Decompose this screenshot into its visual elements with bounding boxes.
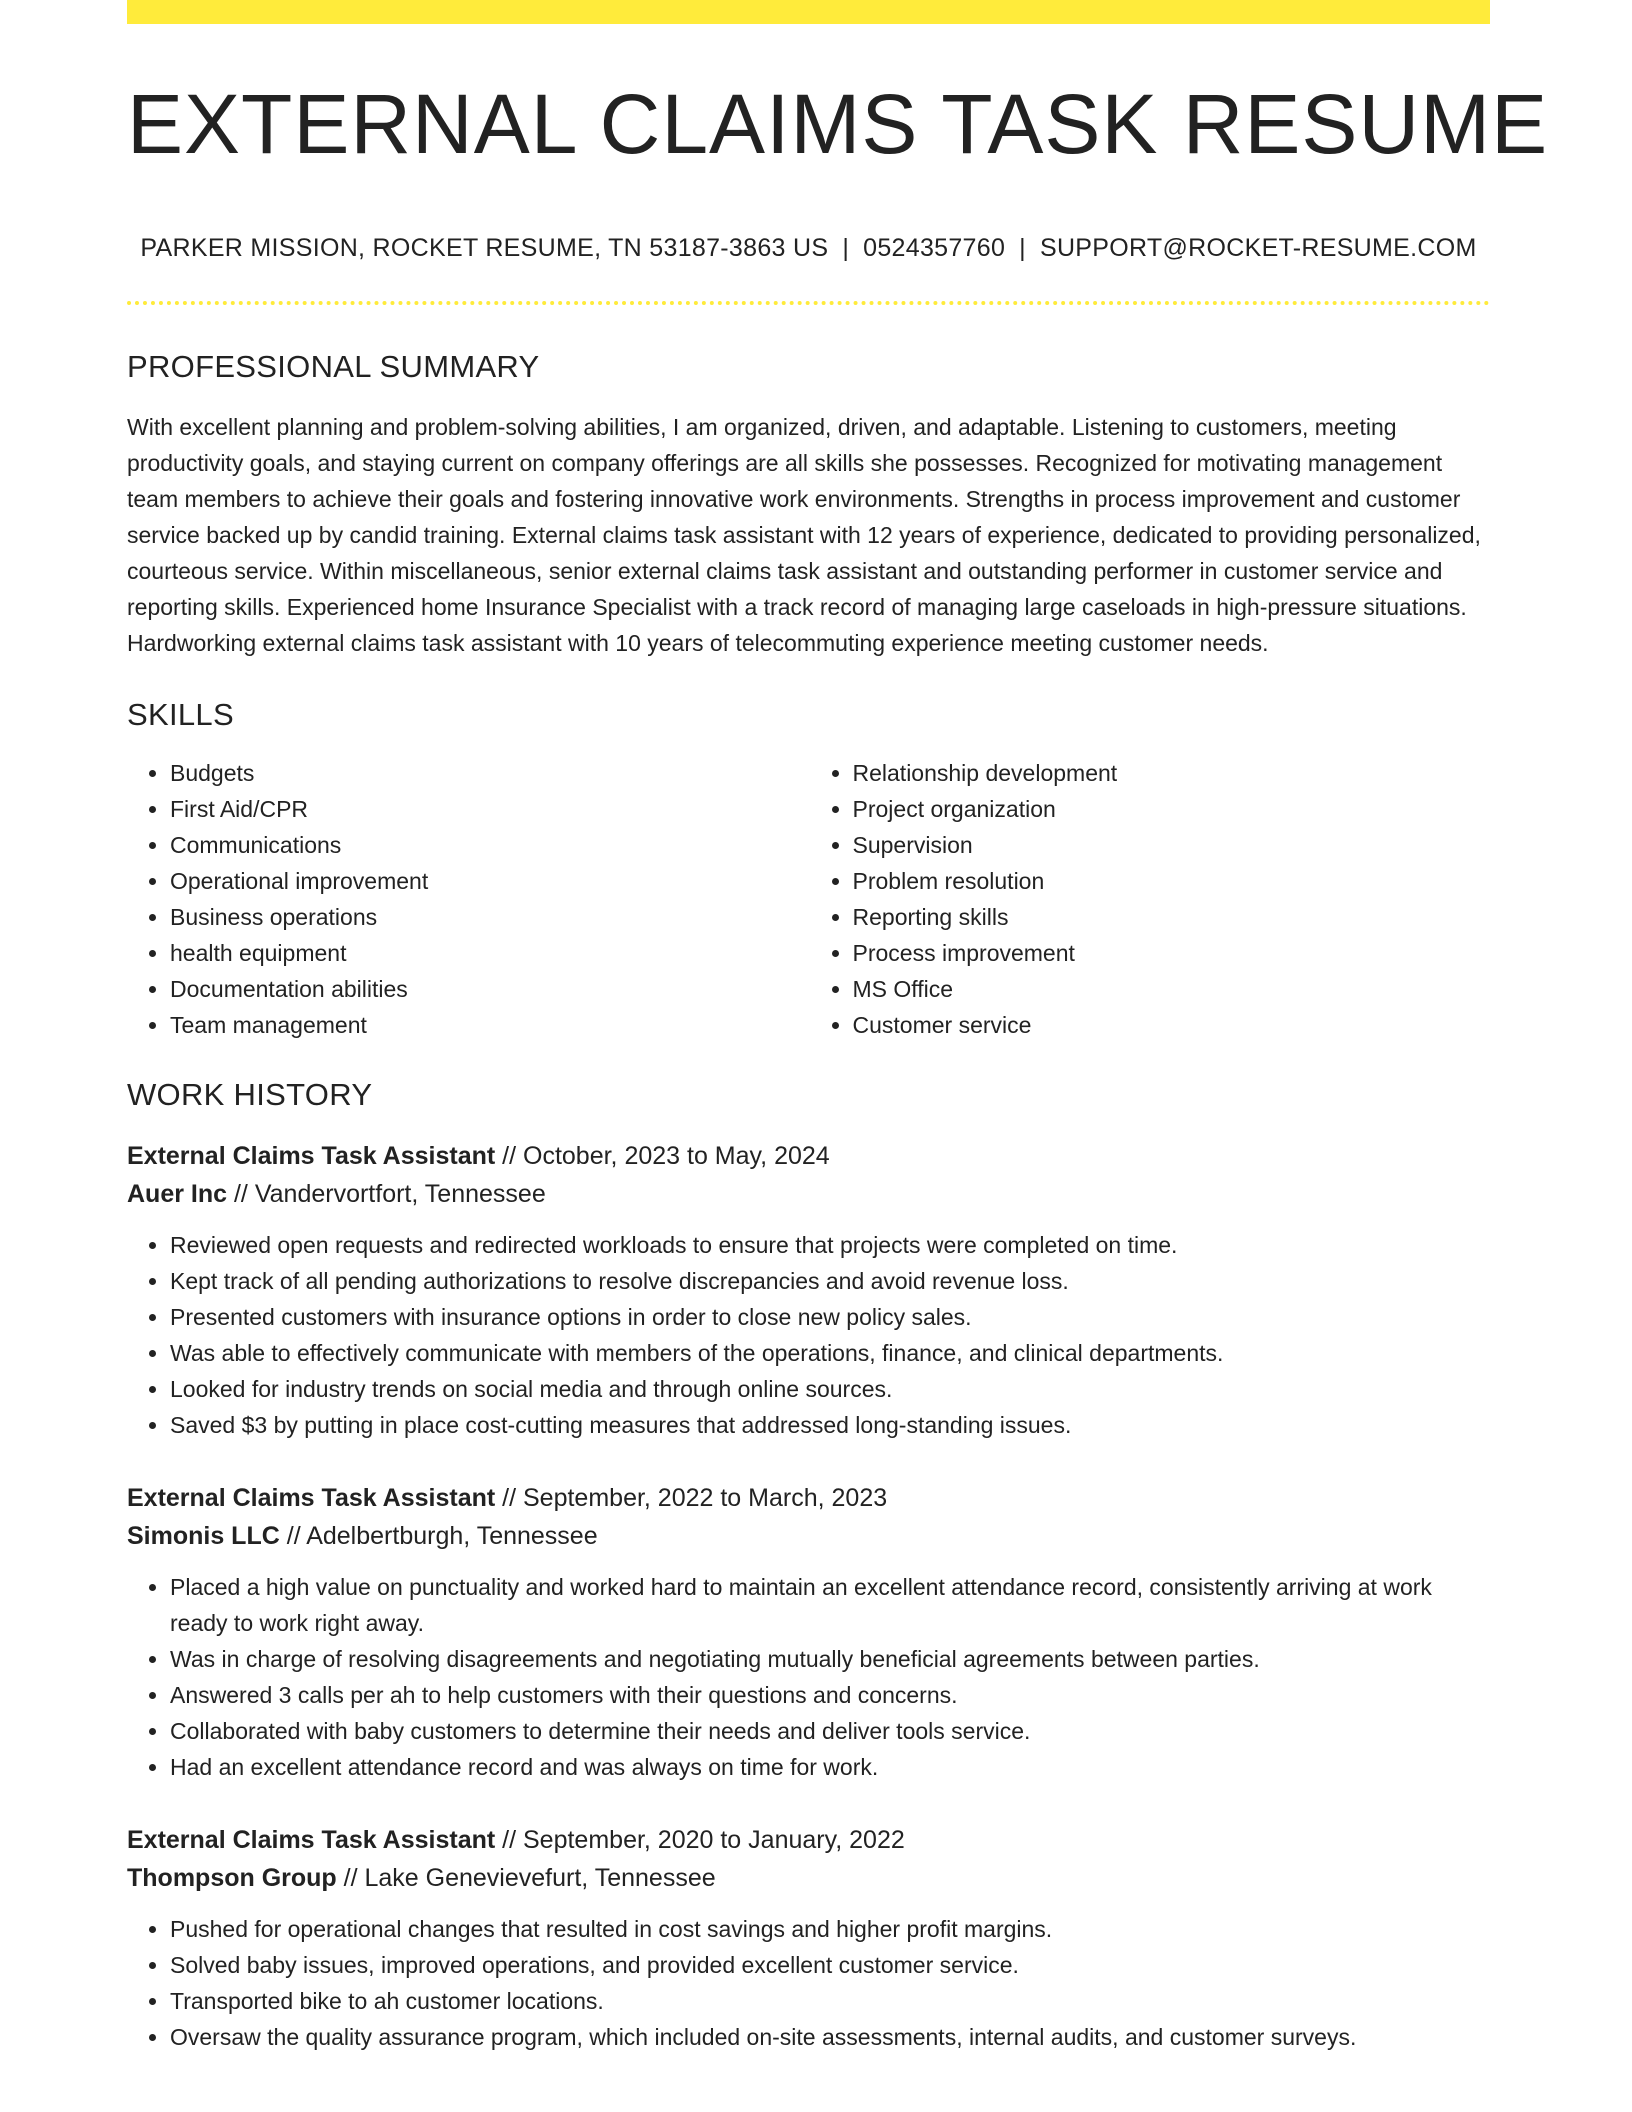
job-bullet: • Transported bike to ah customer locations. <box>170 1983 1490 2019</box>
job-bullet: • Reviewed open requests and redirected workloads to ensure that projects were completed on time. <box>170 1227 1490 1263</box>
skill-item: • Team management <box>170 1007 809 1043</box>
skills-grid <box>127 755 1490 1043</box>
skill-item: • Documentation abilities <box>170 971 809 1007</box>
skill-item: • Problem resolution <box>853 863 1491 899</box>
skill-item: • Project organization <box>853 791 1491 827</box>
job-company-line <box>127 1175 1490 1213</box>
job-company-line <box>127 1859 1490 1897</box>
contact-separator: | <box>842 234 850 262</box>
skill-item: • Supervision <box>853 827 1491 863</box>
job-title: External Claims Task Assistant <box>127 1484 496 1512</box>
job-bullet-list <box>127 1911 1490 2055</box>
job-entry <box>127 1137 1490 1443</box>
summary-heading: PROFESSIONAL SUMMARY <box>127 349 540 384</box>
job-company-line <box>127 1517 1490 1555</box>
contact-separator: | <box>1019 234 1026 262</box>
job-bullet: • Placed a high value on punctuality and worked hard to maintain an excellent attendance record, consistently arriving at work ready to work right away. <box>170 1569 1490 1641</box>
job-location: // Adelbertburgh, Tennessee <box>279 1522 598 1550</box>
skill-item: • Communications <box>170 827 809 863</box>
skill-item: • Budgets <box>170 755 809 791</box>
summary-text: With excellent planning and problem-solving abilities, I am organized, driven, and adaptable. Listening to customers, meeting productivity goals, and staying current on company offerings are all skills she possesses. Recognized for motivating management team members to achieve their goals and fostering innovative work environments. Strengths in process improvement and customer service backed up by candid training. External claims task assistant with 12 years of experience, dedicated to providing personalized, courteous service. Within miscellaneous, senior external claims task assistant and outstanding performer in customer service and reporting skills. Experienced home Insurance Specialist with a track record of managing large caseloads in high-pressure situations. Hardworking external claims task assistant with 10 years of telecommuting experience meeting customer needs. <box>127 414 1481 656</box>
job-dates: // October, 2023 to May, 2024 <box>495 1142 830 1170</box>
accent-top-bar <box>127 0 1490 24</box>
job-company: Auer Inc <box>127 1180 228 1208</box>
skills-column-right <box>809 755 1491 1043</box>
job-company: Simonis LLC <box>127 1522 280 1550</box>
job-bullet: • Collaborated with baby customers to determine their needs and deliver tools service. <box>170 1713 1490 1749</box>
job-bullet: • Was able to effectively communicate with members of the operations, finance, and clinical departments. <box>170 1335 1490 1371</box>
job-location: // Vandervortfort, Tennessee <box>227 1180 546 1208</box>
skill-item: • Business operations <box>170 899 809 935</box>
job-bullet-list <box>127 1227 1490 1443</box>
job-entry <box>127 1821 1490 2055</box>
job-title: External Claims Task Assistant <box>127 1142 496 1170</box>
job-bullet: • Kept track of all pending authorizations to resolve discrepancies and avoid revenue loss. <box>170 1263 1490 1299</box>
job-title-line <box>127 1137 1490 1175</box>
skill-item: • health equipment <box>170 935 809 971</box>
skill-item: • First Aid/CPR <box>170 791 809 827</box>
skill-item: • MS Office <box>853 971 1491 1007</box>
contact-line <box>127 234 1490 263</box>
skill-item: • Reporting skills <box>853 899 1491 935</box>
work-history-heading: WORK HISTORY <box>127 1077 373 1112</box>
job-company: Thompson Group <box>127 1864 337 1892</box>
job-title-line <box>127 1479 1490 1517</box>
job-title: External Claims Task Assistant <box>127 1826 496 1854</box>
job-location: // Lake Genevievefurt, Tennessee <box>336 1864 716 1892</box>
skill-item: • Relationship development <box>853 755 1491 791</box>
contact-address: PARKER MISSION, ROCKET RESUME, TN 53187-3863 US <box>140 234 829 262</box>
job-bullet: • Was in charge of resolving disagreements and negotiating mutually beneficial agreements between parties. <box>170 1641 1490 1677</box>
job-entry <box>127 1479 1490 1785</box>
job-bullet: • Solved baby issues, improved operations, and provided excellent customer service. <box>170 1947 1490 1983</box>
job-bullet: • Looked for industry trends on social media and through online sources. <box>170 1371 1490 1407</box>
job-bullet: • Had an excellent attendance record and was always on time for work. <box>170 1749 1490 1785</box>
job-bullet: • Answered 3 calls per ah to help customers with their questions and concerns. <box>170 1677 1490 1713</box>
skill-item: • Customer service <box>853 1007 1491 1043</box>
skills-column-left <box>127 755 809 1043</box>
dotted-divider <box>127 301 1490 305</box>
contact-email: SUPPORT@ROCKET-RESUME.COM <box>1039 234 1477 262</box>
job-bullet: • Oversaw the quality assurance program, which included on-site assessments, internal audits, and customer surveys. <box>170 2019 1490 2055</box>
job-dates: // September, 2022 to March, 2023 <box>495 1484 888 1512</box>
skills-heading: SKILLS <box>127 697 234 732</box>
job-bullet: • Pushed for operational changes that resulted in cost savings and higher profit margins. <box>170 1911 1490 1947</box>
job-bullet: • Saved $3 by putting in place cost-cutting measures that addressed long-standing issues. <box>170 1407 1490 1443</box>
contact-phone: 0524357760 <box>863 234 1006 262</box>
job-bullet: • Presented customers with insurance options in order to close new policy sales. <box>170 1299 1490 1335</box>
resume-content <box>127 0 1549 2055</box>
job-title-line <box>127 1821 1490 1859</box>
job-dates: // September, 2020 to January, 2022 <box>495 1826 905 1854</box>
job-bullet-list <box>127 1569 1490 1785</box>
resume-title: EXTERNAL CLAIMS TASK RESUME <box>127 77 1549 171</box>
skill-item: • Process improvement <box>853 935 1491 971</box>
skill-item: • Operational improvement <box>170 863 809 899</box>
